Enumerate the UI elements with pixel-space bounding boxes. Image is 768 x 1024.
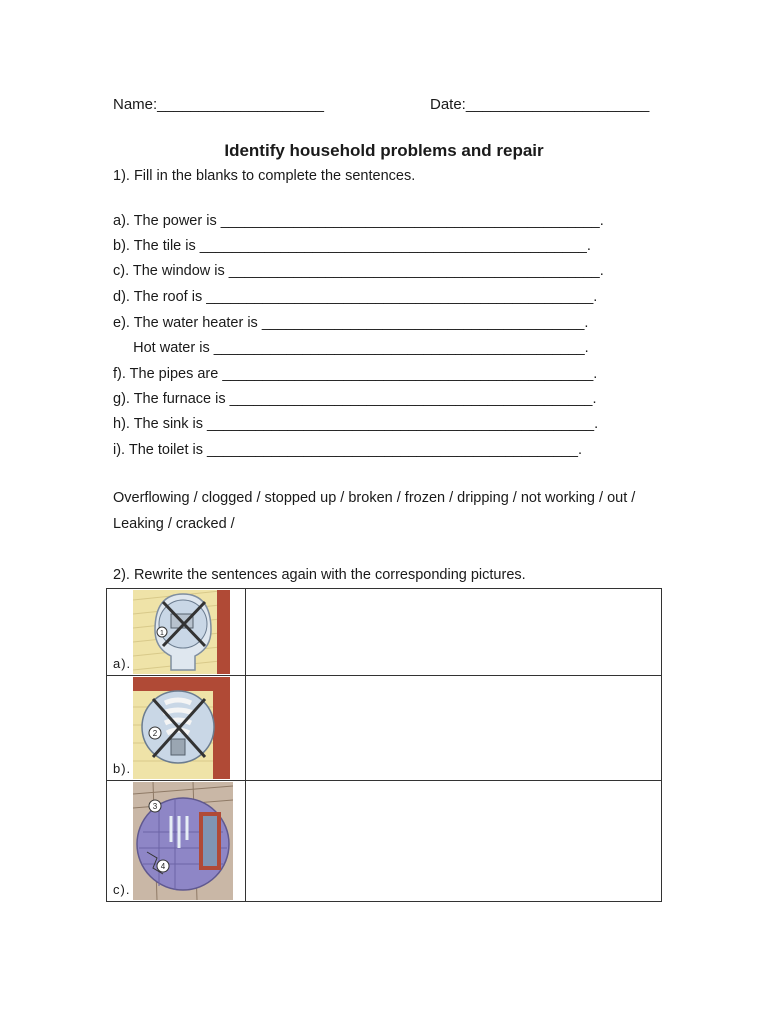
table-row (107, 781, 662, 902)
picture-number-1: 1 (160, 630, 164, 637)
write-cell-b[interactable] (245, 676, 661, 781)
blank-line-f[interactable]: f). The pipes are ______________________________________________. (113, 366, 598, 382)
blank-line-e[interactable]: e). The water heater is ________________________________________. (113, 315, 589, 331)
picture-cell-c (107, 781, 246, 902)
blank-line-a[interactable]: a). The power is _______________________________________________. (113, 213, 604, 229)
picture-cell-b (107, 676, 246, 781)
blank-line-i[interactable]: i). The toilet is ______________________________________________. (113, 442, 582, 458)
blank-line-hot-water[interactable]: Hot water is ______________________________________________. (113, 340, 589, 356)
word-bank-line-2: Leaking / cracked / (113, 516, 235, 532)
table-row (107, 676, 662, 781)
blank-line-b[interactable]: b). The tile is ________________________________________________. (113, 238, 591, 254)
page-title: Identify household problems and repair (224, 141, 544, 160)
blank-line-h[interactable]: h). The sink is ________________________________________________. (113, 416, 599, 432)
blank-line-c[interactable]: c). The window is ______________________________________________. (113, 263, 604, 279)
cracked-tile-and-window-icon (133, 782, 233, 900)
write-cell-c[interactable] (245, 781, 661, 902)
section2-instruction: 2). Rewrite the sentences again with the corresponding pictures. (113, 567, 526, 583)
picture-number-2: 2 (152, 729, 158, 738)
blank-line-d[interactable]: d). The roof is ________________________________________________. (113, 289, 598, 305)
table-row (107, 589, 662, 676)
blank-line-g[interactable]: g). The furnace is _____________________________________________. (113, 391, 597, 407)
answer-table (106, 588, 662, 902)
crossed-out-light-bulb-icon (133, 590, 230, 674)
section1-instruction: 1). Fill in the blanks to complete the sentences. (113, 168, 416, 184)
picture-number-3: 3 (152, 802, 158, 811)
picture-label-c: c). (113, 882, 131, 897)
word-bank-line-1: Overflowing / clogged / stopped up / broken / frozen / dripping / not working / out / (113, 490, 636, 506)
name-field[interactable]: Name:____________________ (113, 96, 325, 113)
write-cell-a[interactable] (245, 589, 661, 676)
picture-number-4: 4 (160, 862, 166, 871)
crossed-out-cfl-bulb-icon (133, 677, 230, 779)
date-field[interactable]: Date:______________________ (430, 96, 650, 113)
picture-label-b: b). (113, 761, 132, 776)
picture-label-a: a). (113, 656, 132, 671)
picture-cell-a (107, 589, 246, 676)
